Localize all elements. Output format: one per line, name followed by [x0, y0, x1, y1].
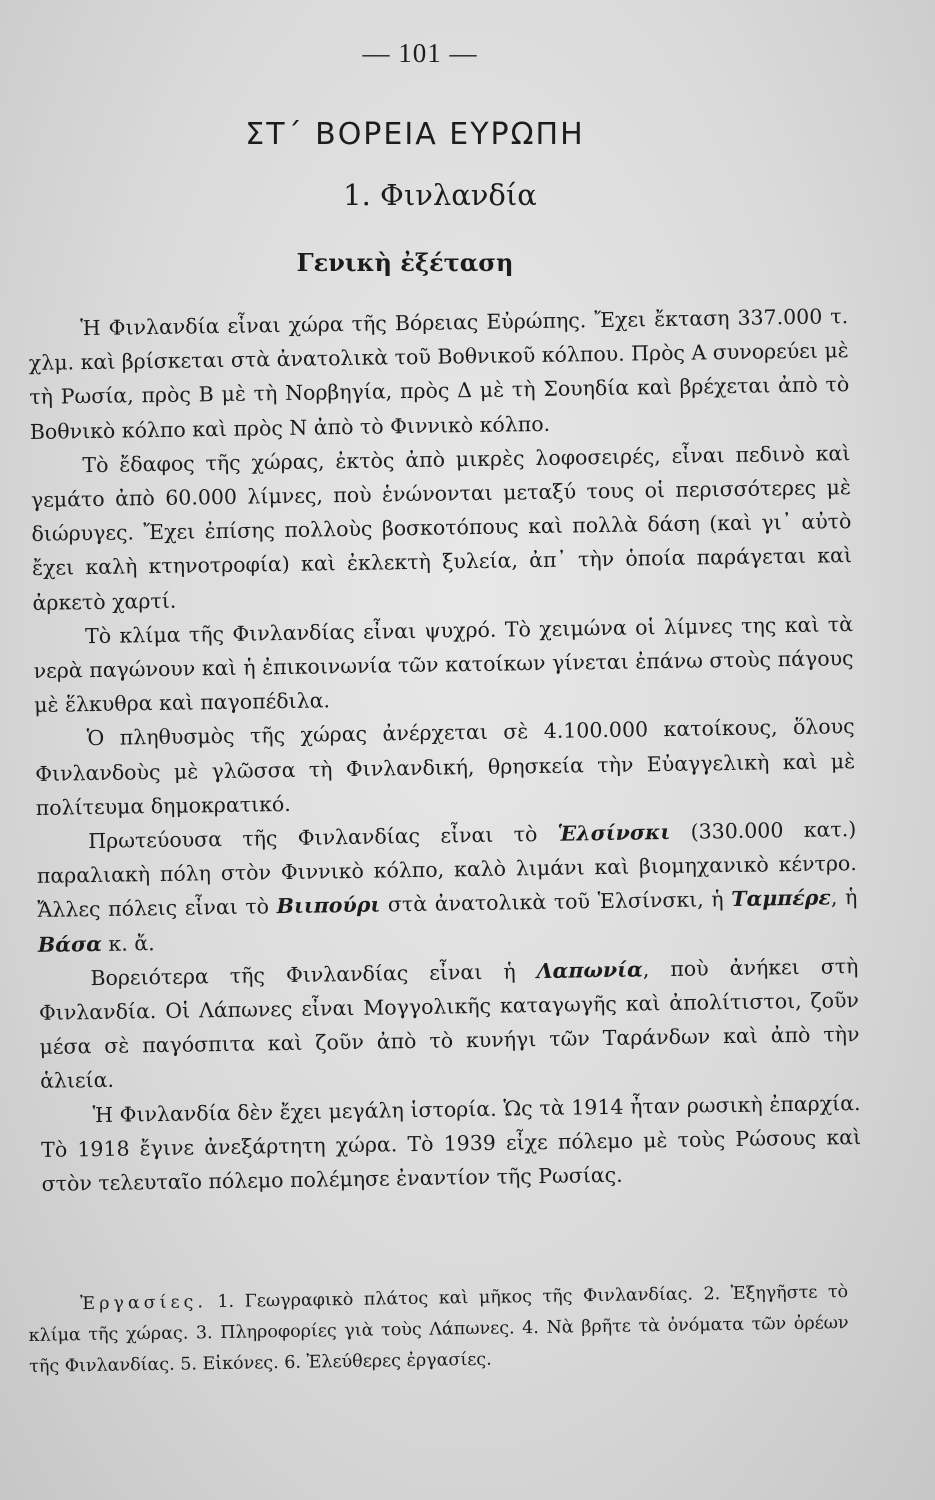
paragraph-capital [36, 812, 858, 962]
capital-text-pre: Πρωτεύουσα τῆς Φινλανδίας εἶναι τὸ [88, 821, 558, 854]
capital-text-post: (330.000 κατ.) παραλιακὴ πόλη στὸν Φιννικὸ κόλπο, καλὸ λιμάνι καὶ βιομηχανικὸ κέντρο. Ἄλλες πόλεις εἶναι τὸ [36, 817, 857, 923]
exercises-text: 1. Γεωγραφικὸ πλάτος καὶ μῆκος τῆς Φινλανδίας. 2. Ἐξηγῆστε τὸ κλίμα τῆς χώρας. 3. Πληροφορίες γιὰ τοὺς Λάπωνες. 4. Νὰ βρῆτε τὰ ὀνόματα τῶν ὀρέων τῆς Φινλανδίας. 5. Εἰκόνες. 6. Ἐλεύθερες ἐργασίες. [28, 1282, 849, 1377]
exercises [28, 1277, 849, 1383]
capital-name: Ἑλσίνσκι [557, 820, 671, 846]
body-text [28, 299, 862, 1201]
city-name: Βάσα [37, 931, 103, 957]
chapter-title: 1. Φινλανδία [343, 178, 537, 212]
capital-text-end: κ. ἄ. [101, 930, 155, 956]
region-name: Λαπωνία [536, 957, 643, 983]
paragraph-geography: Ἡ Φινλανδία εἶναι χώρα τῆς Βόρειας Εὐρώπης. Ἔχει ἔκταση 337.000 τ. χλμ. καὶ βρίσκεται στὰ ἀνατολικὰ τοῦ Βοθνικοῦ κόλπου. Πρὸς Α συνορεύει μὲ τὴ Ρωσία, πρὸς Β μὲ τὴ Νορβηγία, πρὸς Δ μὲ τὴ Σουηδία καὶ βρέχεται ἀπὸ τὸ Βοθνικὸ κόλπο καὶ πρὸς Ν ἀπὸ τὸ Φιννικὸ κόλπο. [28, 304, 850, 444]
capital-text-mid: στὰ ἀνατολικὰ τοῦ Ἑλσίνσκι, ἡ [380, 887, 732, 917]
section-title: ΣΤ΄ ΒΟΡΕΙΑ ΕΥΡΩΠΗ [245, 117, 585, 152]
paragraph-climate: Τὸ κλίμα τῆς Φινλανδίας εἶναι ψυχρό. Τὸ χειμώνα οἱ λίμνες της καὶ τὰ νερὰ παγώνουν καὶ ἡ ἐπικοινωνία τῶν κατοίκων γίνεται ἐπάνω στοὺς πάγους μὲ ἕλκυθρα καὶ παγοπέδιλα. [33, 611, 854, 718]
capital-text-mid2: , ἡ [830, 885, 858, 910]
subtitle: Γενικὴ ἐξέταση [296, 248, 514, 277]
lapland-text-pre: Βορειότερα τῆς Φινλανδίας εἶναι ἡ [90, 958, 537, 990]
paragraph-history: Ἡ Φινλανδία δὲν ἔχει μεγάλη ἱστορία. Ὡς τὰ 1914 ἦταν ρωσικὴ ἐπαρχία. Τὸ 1918 ἔγινε ἀνεξάρτητη χώρα. Τὸ 1939 εἶχε πόλεμο μὲ τοὺς Ρώσους καὶ στὸν τελευταῖο πόλεμο πολέμησε ἐναντίον τῆς Ρωσίας. [40, 1090, 862, 1196]
city-name: Βιιπούρι [276, 892, 381, 919]
exercises-label: Ἐργασίες. [80, 1292, 208, 1315]
page-number: — 101 — [362, 38, 478, 68]
paragraph-lapland [38, 949, 860, 1099]
paragraph-population: Ὁ πληθυσμὸς τῆς χώρας ἀνέρχεται σὲ 4.100.000 κατοίκους, ὅλους Φινλανδοὺς μὲ γλῶσσα τὴ Φινλανδική, θρησκεία τὴν Εὐαγγελικὴ καὶ μὲ πολίτευμα δημοκρατικό. [35, 714, 856, 820]
paragraph-terrain: Τὸ ἔδαφος τῆς χώρας, ἐκτὸς ἀπὸ μικρὲς λοφοσειρές, εἶναι πεδινὸ καὶ γεμάτο ἀπὸ 60.000 λίμνες, ποὺ ἑνώνονται μεταξύ τους οἱ περισσότερες μὲ διώρυγες. Ἔχει ἐπίσης πολλοὺς βοσκοτόπους καὶ πολλὰ δάση (καὶ γι᾿ αὐτὸ ἔχει καλὴ κτηνοτροφία) καὶ ἐκλεκτὴ ξυλεία, ἀπ᾿ τὴν ὁποία παράγεται καὶ ἀρκετὸ χαρτί. [30, 440, 853, 615]
city-name: Ταμπέρε [731, 885, 832, 912]
lapland-text-post: , ποὺ ἀνήκει στὴ Φινλανδία. Οἱ Λάπωνες εἶναι Μογγολικῆς καταγωγῆς καὶ ἀπολίτιστοι, ζοῦν μέσα σὲ παγόσπιτα καὶ ζοῦν ἀπὸ τὸ κυνήγι τῶν Ταράνδων καὶ ἀπὸ τὴν ἁλιεία. [38, 953, 860, 1094]
